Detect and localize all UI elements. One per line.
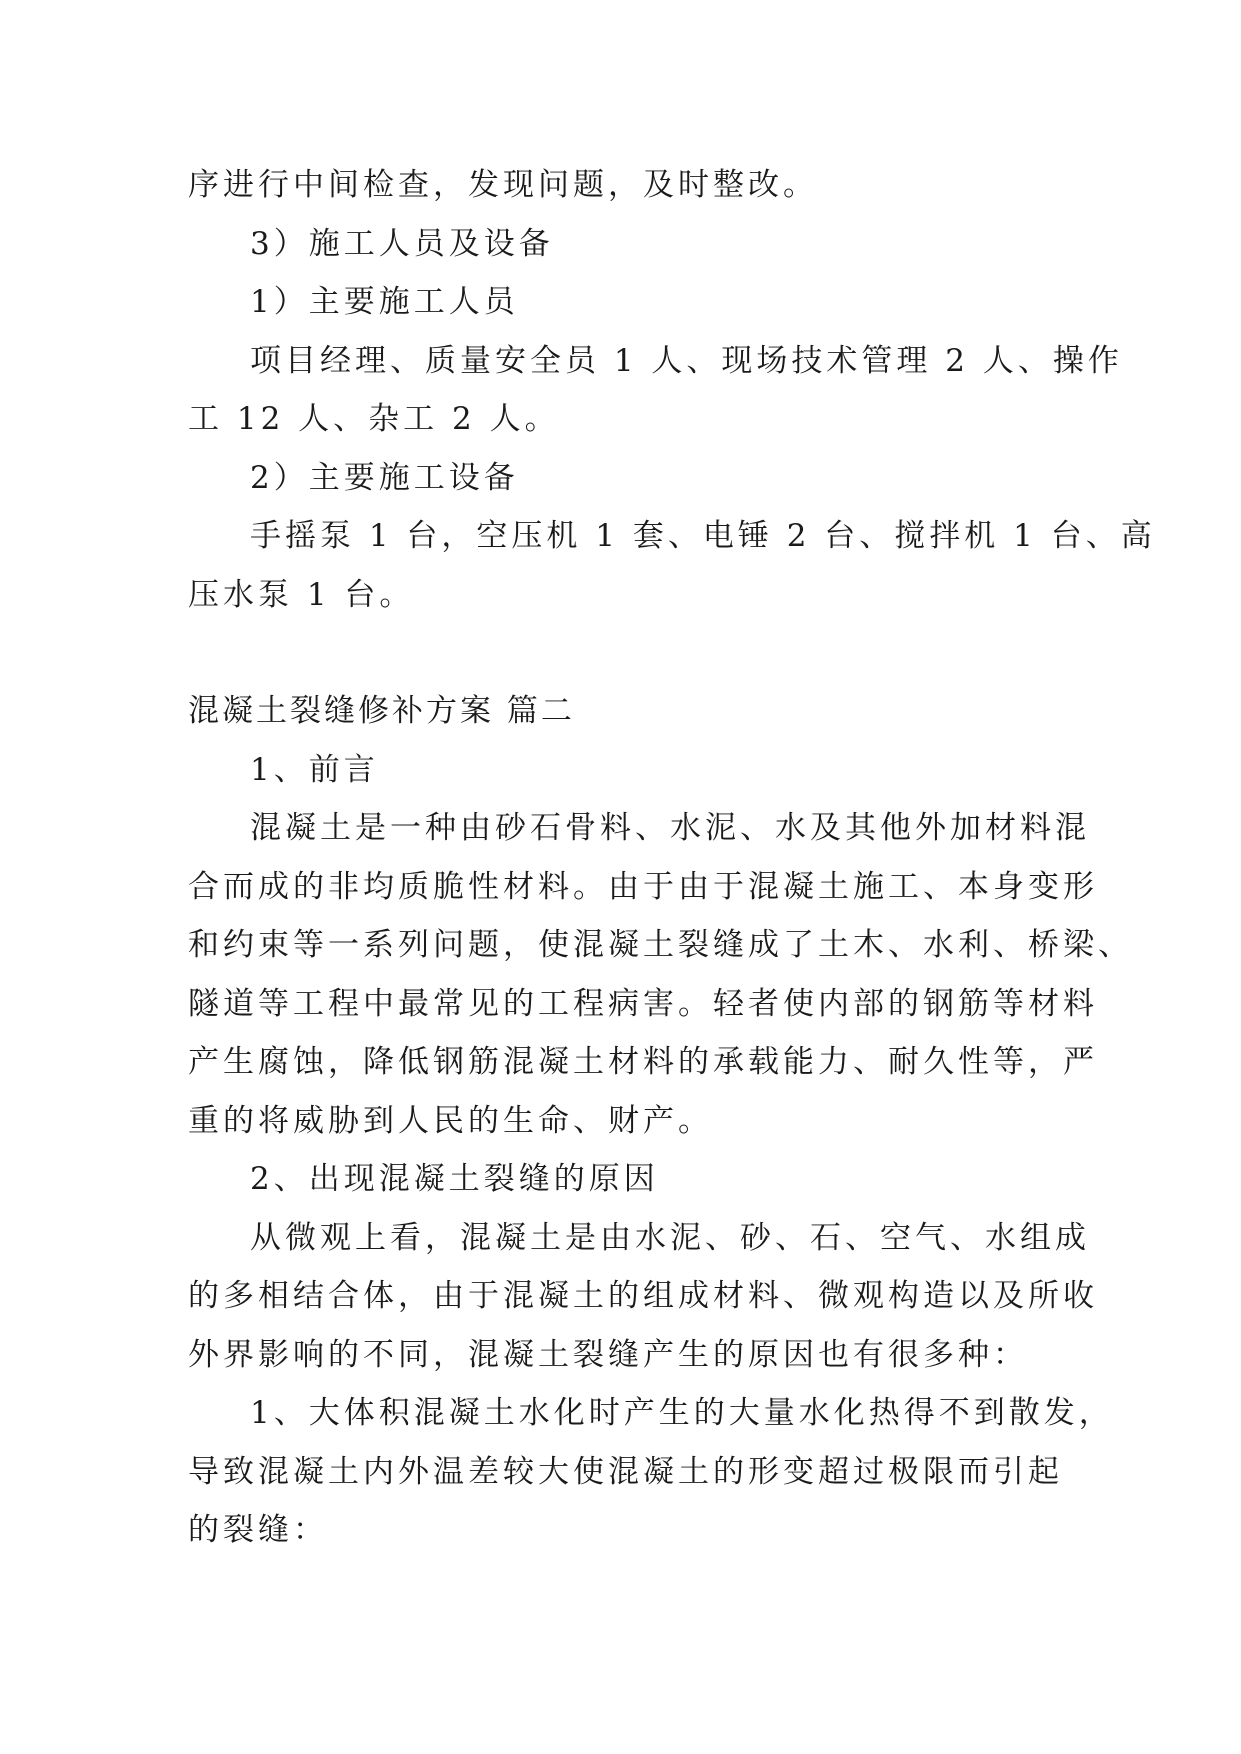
paragraph-line: 导致混凝土内外温差较大使混凝土的形变超过极限而引起 (188, 1453, 1063, 1490)
paragraph-line: 合而成的非均质脆性材料。由于由于混凝土施工、本身变形 (188, 868, 1098, 905)
paragraph-line: 项目经理、质量安全员 1 人、现场技术管理 2 人、操作 (250, 342, 1123, 379)
subheading: 2、出现混凝土裂缝的原因 (250, 1161, 659, 1197)
paragraph-line: 从微观上看，混凝土是由水泥、砂、石、空气、水组成 (250, 1219, 1090, 1256)
paragraph-line: 重的将威胁到人民的生命、财产。 (188, 1102, 713, 1139)
subheading: 1）主要施工人员 (250, 284, 519, 320)
paragraph-line: 产生腐蚀，降低钢筋混凝土材料的承载能力、耐久性等，严 (188, 1044, 1098, 1080)
paragraph-line: 隧道等工程中最常见的工程病害。轻者使内部的钢筋等材料 (188, 985, 1098, 1022)
paragraph-line: 混凝土是一种由砂石骨料、水泥、水及其他外加材料混 (250, 810, 1090, 846)
subheading: 2）主要施工设备 (250, 459, 519, 496)
section-gap (188, 624, 1058, 682)
paragraph-line: 的裂缝： (188, 1512, 328, 1548)
paragraph-line: 外界影响的不同，混凝土裂缝产生的原因也有很多种： (188, 1336, 1028, 1373)
paragraph-line: 手摇泵 1 台，空压机 1 套、电锤 2 台、搅拌机 1 台、高 (250, 518, 1156, 554)
section-title: 混凝土裂缝修补方案 篇二 (188, 693, 575, 729)
paragraph-line: 的多相结合体，由于混凝土的组成材料、微观构造以及所收 (188, 1278, 1098, 1314)
paragraph-line: 序进行中间检查，发现问题，及时整改。 (188, 167, 818, 203)
subheading: 3）施工人员及设备 (250, 225, 554, 262)
document-page (188, 156, 1156, 1560)
paragraph-line: 1、大体积混凝土水化时产生的大量水化热得不到散发， (250, 1395, 1114, 1431)
paragraph-line: 工 12 人、杂工 2 人。 (188, 401, 560, 437)
paragraph-line: 压水泵 1 台。 (188, 576, 415, 613)
subheading: 1、前言 (250, 751, 379, 788)
paragraph-line: 和约束等一系列问题，使混凝土裂缝成了土木、水利、桥梁、 (188, 927, 1133, 963)
